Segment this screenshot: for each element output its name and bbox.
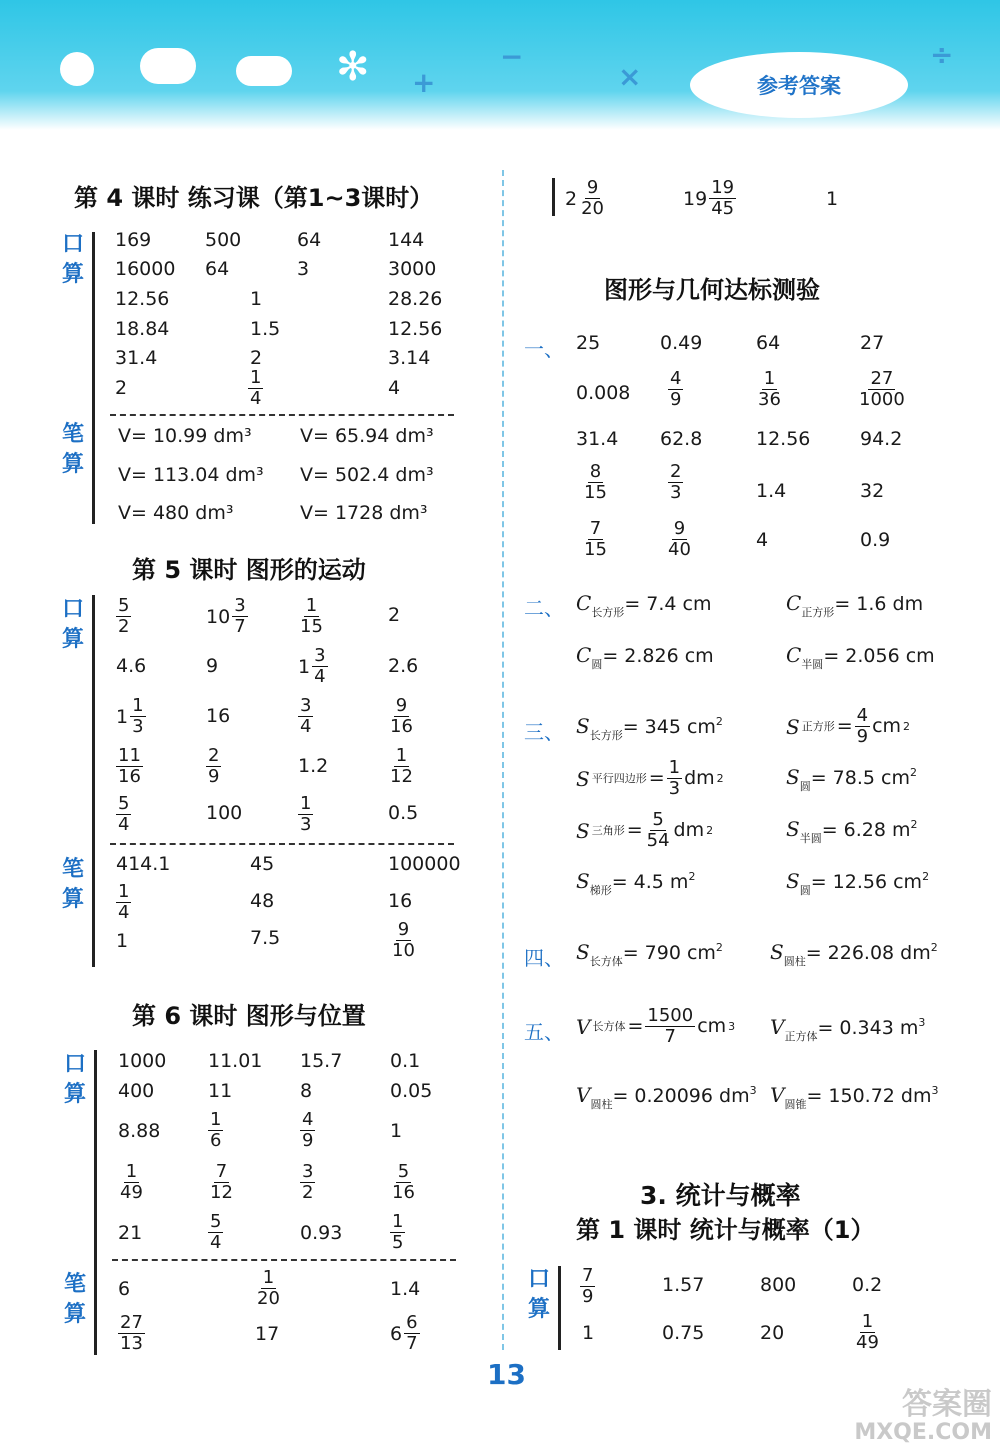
fraction-answer: $\frac{1}{49}$ <box>856 1311 879 1353</box>
answer: 1.2 <box>298 755 329 777</box>
fraction-answer: $\frac{7}{15}$ <box>584 518 607 560</box>
question-1-label: 一、 <box>524 337 564 361</box>
fraction-answer: $\frac{1}{12}$ <box>390 745 413 787</box>
times-icon: × <box>618 60 642 93</box>
volume-answer: V= 113.04 dm³ <box>118 464 264 486</box>
question-3-label: 三、 <box>524 720 564 744</box>
section-title: 3. 统计与概率 <box>640 1181 801 1210</box>
oral-calc-label: 口 算 <box>61 232 84 287</box>
fraction-answer: $\frac{1}{49}$ <box>120 1161 143 1203</box>
answer: 1.5 <box>250 318 281 340</box>
answer: 12.56 <box>388 318 443 340</box>
perimeter-answer: $C_圆= 2.826$ cm <box>576 643 714 671</box>
answer: 414.1 <box>116 853 171 875</box>
fraction-answer: $\frac{3}{4}$ <box>300 695 312 737</box>
answer: 0.1 <box>390 1050 421 1072</box>
answer: 7.5 <box>250 927 281 949</box>
answer: 2 <box>250 347 263 369</box>
answer: 144 <box>388 229 425 251</box>
answer: 32 <box>860 480 885 502</box>
fraction-answer: $\frac{4}{9}$ <box>670 368 682 410</box>
volume-answer: V= 10.99 dm³ <box>118 425 252 447</box>
area-answer: S 正方形 = $\frac{4}{9}$ cm 2 <box>786 705 911 747</box>
answer-label: 参考答案 <box>690 52 908 118</box>
section-bar <box>558 1266 561 1350</box>
answer: 12.56 <box>115 288 170 310</box>
answer: 48 <box>250 890 275 912</box>
answer: 3 <box>297 258 310 280</box>
mixed-number-answer: 1 $\frac{1}{3}$ <box>116 695 144 737</box>
column-divider <box>502 170 504 1350</box>
section-separator <box>110 414 454 416</box>
answer: 3.14 <box>388 347 431 369</box>
mixed-number-answer: 1 $\frac{3}{4}$ <box>298 645 326 687</box>
page-number: 13 <box>487 1358 526 1391</box>
answer: 1.4 <box>756 480 787 502</box>
answer: 31.4 <box>576 428 619 450</box>
answer: 500 <box>205 229 242 251</box>
fraction-answer: $\frac{27}{1000}$ <box>859 368 905 410</box>
volume-answer: $V_{圆柱}= 0.20096$ $dm^3$ <box>576 1083 757 1111</box>
lesson-title: 第 1 课时 统计与概率（1） <box>576 1216 875 1244</box>
minus-icon: − <box>500 40 524 73</box>
answer: 21 <box>118 1222 143 1244</box>
lesson4-title: 第 4 课时 练习课（第1~3课时） <box>74 184 434 212</box>
fraction-answer: $\frac{1}{4}$ <box>250 367 262 409</box>
answer: 11.01 <box>208 1050 263 1072</box>
surface-area-answer: $S_{圆柱}= 226.08$ $dm^2$ <box>770 940 938 968</box>
cloud-sun-icon <box>140 48 196 84</box>
fraction-answer: $\frac{7}{12}$ <box>210 1161 233 1203</box>
answer: 0.9 <box>860 529 891 551</box>
answer: 100 <box>206 802 243 824</box>
answer: 2 <box>388 604 401 626</box>
fraction-answer: $\frac{5}{4}$ <box>118 793 130 835</box>
answer: 45 <box>250 853 275 875</box>
volume-answer: $V_{圆锥}= 150.72$ $dm^3$ <box>770 1083 939 1111</box>
volume-answer: V= 502.4 dm³ <box>300 464 434 486</box>
area-answer: $S_{梯形}= 4.5$ $m^2$ <box>576 869 696 897</box>
fraction-answer: $\frac{1}{20}$ <box>257 1267 280 1309</box>
perimeter-answer: $C_{正方形}= 1.6$ dm <box>786 591 924 619</box>
answer: 8 <box>300 1080 313 1102</box>
volume-answer: V= 1728 dm³ <box>300 502 428 524</box>
area-answer: $S_圆= 78.5$ $cm^2$ <box>786 765 917 793</box>
answer: 4.6 <box>116 655 147 677</box>
section-bar <box>92 232 95 524</box>
answer: 0.93 <box>300 1222 343 1244</box>
snowflake-icon: ✻ <box>336 44 370 90</box>
fraction-answer: $\frac{5}{16}$ <box>392 1161 415 1203</box>
fraction-answer: $\frac{7}{9}$ <box>582 1265 594 1307</box>
sun-icon <box>60 52 94 86</box>
answer: 4 <box>388 377 401 399</box>
fraction-answer: $\frac{1}{15}$ <box>300 595 323 637</box>
answer: 25 <box>576 332 601 354</box>
answer: 1000 <box>118 1050 167 1072</box>
answer: 0.008 <box>576 382 631 404</box>
fraction-answer: $\frac{9}{40}$ <box>668 518 691 560</box>
answer: 28.26 <box>388 288 443 310</box>
area-answer: $S_{半圆}= 6.28$ $m^2$ <box>786 817 918 845</box>
answer: 1.4 <box>390 1278 421 1300</box>
cloud-icon <box>236 56 292 86</box>
fraction-answer: $\frac{1}{6}$ <box>210 1109 222 1151</box>
answer: 1 <box>582 1322 595 1344</box>
volume-answer: $V_{正方体}= 0.343$ $m^3$ <box>770 1015 926 1043</box>
answer: 6 <box>118 1278 131 1300</box>
lesson6-title: 第 6 课时 图形与位置 <box>132 1002 366 1030</box>
mixed-number-answer: 6 $\frac{6}{7}$ <box>390 1312 418 1354</box>
fraction-answer: $\frac{3}{2}$ <box>302 1161 314 1203</box>
lesson5-title: 第 5 课时 图形的运动 <box>132 556 366 584</box>
area-answer: S 三角形 = $\frac{5}{54}$ dm 2 <box>576 809 714 851</box>
answer: 31.4 <box>115 347 158 369</box>
answer: 0.2 <box>852 1274 883 1296</box>
answer: 62.8 <box>660 428 703 450</box>
area-answer: $S_{长方形}= 345$ $cm^2$ <box>576 714 723 742</box>
perimeter-answer: $C_{半圆}= 2.056$ cm <box>786 643 935 671</box>
fraction-answer: $\frac{1}{36}$ <box>758 368 781 410</box>
answer: 800 <box>760 1274 797 1296</box>
fraction-answer: $\frac{11}{16}$ <box>118 745 141 787</box>
oral-calc-label: 口 算 <box>63 1052 86 1107</box>
answer: 1 <box>826 188 839 210</box>
fraction-answer: $\frac{1}{3}$ <box>300 793 312 835</box>
answer: 12.56 <box>756 428 811 450</box>
watermark-logo: 答案圈 MXQE.COM <box>854 1387 992 1445</box>
answer: 2.6 <box>388 655 419 677</box>
mixed-number-answer: 10 $\frac{3}{7}$ <box>206 595 246 637</box>
section-bar <box>92 595 95 967</box>
written-calc-label: 笔 算 <box>61 422 84 477</box>
answer: 0.5 <box>388 802 419 824</box>
area-answer: $S_圆= 12.56$ $cm^2$ <box>786 869 930 897</box>
answer: 11 <box>208 1080 233 1102</box>
section-separator <box>110 843 454 845</box>
answer: 0.05 <box>390 1080 433 1102</box>
answer: 17 <box>255 1323 280 1345</box>
fraction-answer: $\frac{2}{3}$ <box>670 461 682 503</box>
answer: 16 <box>388 890 413 912</box>
question-2-label: 二、 <box>524 596 564 620</box>
answer: 0.75 <box>662 1322 705 1344</box>
perimeter-answer: $C_{长方形}= 7.4$ cm <box>576 591 712 619</box>
fraction-answer: $\frac{27}{13}$ <box>120 1312 143 1354</box>
plus-icon: + <box>412 66 436 99</box>
answer: 0.49 <box>660 332 703 354</box>
surface-area-answer: $S_{长方体}= 790$ $cm^2$ <box>576 940 723 968</box>
answer: 400 <box>118 1080 155 1102</box>
answer: 18.84 <box>115 318 170 340</box>
divide-icon: ÷ <box>930 38 954 71</box>
fraction-answer: $\frac{5}{4}$ <box>210 1211 222 1253</box>
mixed-number-answer: 2 $\frac{9}{20}$ <box>565 177 604 219</box>
fraction-answer: $\frac{4}{9}$ <box>302 1109 314 1151</box>
fraction-answer: $\frac{9}{16}$ <box>390 695 413 737</box>
answer: 16 <box>206 705 231 727</box>
answer: 1.57 <box>662 1274 705 1296</box>
answer: 1 <box>390 1120 403 1142</box>
geometry-test-title: 图形与几何达标测验 <box>604 276 820 304</box>
answer: 94.2 <box>860 428 903 450</box>
written-calc-label: 笔 算 <box>61 857 84 912</box>
answer: 4 <box>756 529 769 551</box>
mixed-number-answer: 19 $\frac{19}{45}$ <box>683 177 735 219</box>
section-bar <box>552 178 555 216</box>
oral-calc-label: 口 算 <box>61 597 84 652</box>
volume-answer: V 长方体 = $\frac{1500}{7}$ cm 3 <box>576 1005 736 1047</box>
volume-answer: V= 65.94 dm³ <box>300 425 434 447</box>
answer: 64 <box>297 229 322 251</box>
fraction-answer: $\frac{8}{15}$ <box>584 461 607 503</box>
answer: 20 <box>760 1322 785 1344</box>
written-calc-label: 笔 算 <box>63 1272 86 1327</box>
answer: 2 <box>115 377 128 399</box>
area-answer: S 平行四边形 = $\frac{1}{3}$ dm 2 <box>576 757 724 799</box>
answer: 15.7 <box>300 1050 343 1072</box>
volume-answer: V= 480 dm³ <box>118 502 234 524</box>
answer: 27 <box>860 332 885 354</box>
oral-calc-label: 口 算 <box>527 1267 550 1322</box>
answer: 8.88 <box>118 1120 161 1142</box>
answer: 100000 <box>388 853 461 875</box>
answer: 1 <box>116 930 129 952</box>
fraction-answer: $\frac{1}{5}$ <box>392 1211 404 1253</box>
answer: 1 <box>250 288 263 310</box>
section-separator <box>112 1259 456 1261</box>
section-bar <box>94 1050 97 1355</box>
fraction-answer: $\frac{5}{2}$ <box>118 595 130 637</box>
answer: 3000 <box>388 258 437 280</box>
answer: 9 <box>206 655 219 677</box>
answer: 64 <box>205 258 230 280</box>
question-4-label: 四、 <box>524 946 564 970</box>
fraction-answer: $\frac{2}{9}$ <box>208 745 220 787</box>
fraction-answer: $\frac{1}{4}$ <box>118 881 130 923</box>
fraction-answer: $\frac{9}{10}$ <box>392 919 415 961</box>
answer: 64 <box>756 332 781 354</box>
answer: 169 <box>115 229 152 251</box>
answer: 16000 <box>115 258 176 280</box>
question-5-label: 五、 <box>524 1020 564 1044</box>
